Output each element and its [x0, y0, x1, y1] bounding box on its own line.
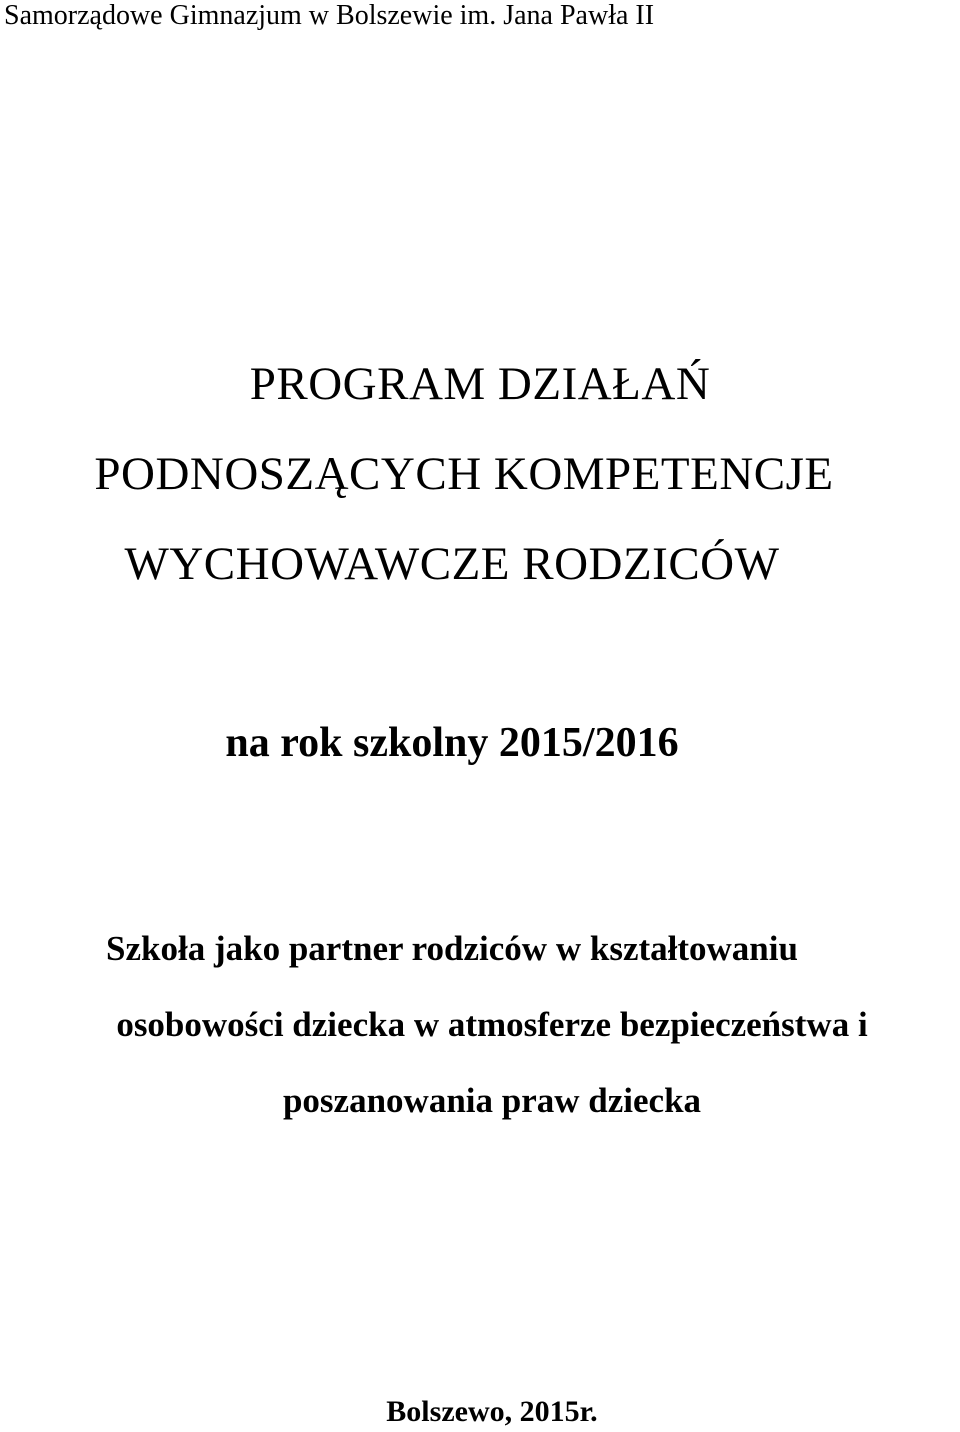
program-title-line-3: WYCHOWAWCZE RODZICÓW	[124, 538, 780, 590]
subtitle-line-1: Szkoła jako partner rodziców w kształtowaniu	[106, 929, 798, 968]
subtitle-line-3: poszanowania praw dziecka	[282, 1081, 702, 1120]
place-and-date: Bolszewo, 2015r.	[386, 1395, 598, 1428]
school-header: Samorządowe Gimnazjum w Bolszewie im. Jana Pawła II	[4, 0, 655, 31]
program-title-line-1: PROGRAM DZIAŁAŃ	[249, 358, 711, 410]
program-title-line-2: PODNOSZĄCYCH KOMPETENCJE	[94, 448, 834, 500]
school-year: na rok szkolny 2015/2016	[225, 720, 679, 766]
subtitle-line-2: osobowości dziecka w atmosferze bezpieczeństwa i	[116, 1005, 868, 1044]
